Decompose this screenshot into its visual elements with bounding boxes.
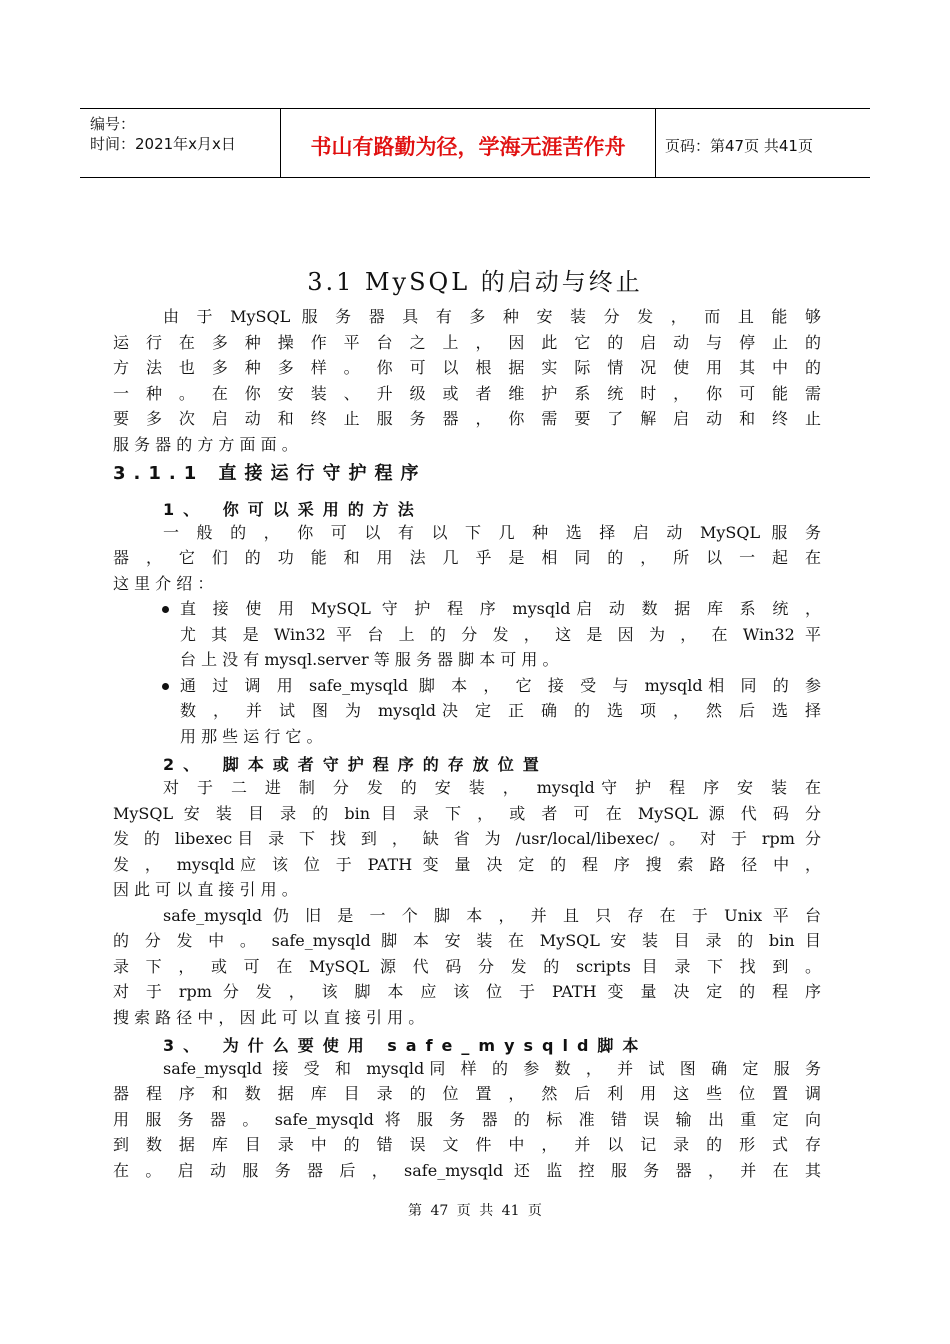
bullet-line: 直 接 使 用 MySQL 守 护 程 序 mysqld启 动 数 据 库 系 统 ， [180, 599, 821, 618]
paragraph-line: 到 数 据 库 目 录 中 的 错 误 文 件 中 ， 并 以 记 录 的 形 式 存 [113, 1135, 821, 1154]
paragraph-line: 搜 索 路 径 中 ， 因 此 可 以 直 接 引 用 。 [113, 1008, 425, 1027]
bullet-line: 用 那 些 运 行 它 。 [180, 727, 323, 746]
header-meta-cell [80, 109, 280, 177]
bullet-line: 通 过 调 用 safe_mysqld 脚 本 ， 它 接 受 与 mysqld相 同 的 参 [180, 676, 821, 695]
paragraph-line: safe_mysqld 仍 旧 是 一 个 脚 本 ， 并 且 只 存 在 于 Unix 平 台 [163, 906, 821, 925]
paragraph-line: 器 ， 它 们 的 功 能 和 用 法 几 乎 是 相 同 的 ， 所 以 一 起 在 [113, 548, 821, 567]
paragraph-line: 发 ， mysqld应 该 位 于 PATH 变 量 决 定 的 程 序 搜 索 路 径 中 ， [113, 855, 821, 874]
paragraph-line: 录 下 ， 或 可 在 MySQL 源 代 码 分 发 的 scripts 目 录 下 找 到 。 [113, 957, 821, 976]
subsection-heading-3: 3、 为什么要使用 safe_mysqld脚本 [163, 1036, 648, 1055]
paragraph-line: 一 般 的 ， 你 可 以 有 以 下 几 种 选 择 启 动 MySQL 服 务 [163, 523, 821, 542]
intro-line: 服 务 器 的 方 方 面 面 。 [113, 435, 298, 454]
paragraph-line: 这 里 介 绍 ： [113, 574, 214, 593]
page-footer: 第 47 页 共 41 页 [408, 1203, 542, 1219]
paragraph-line: 因 此 可 以 直 接 引 用 。 [113, 880, 298, 899]
section-heading: 3.1.1 直接运行守护程序 [113, 463, 427, 484]
document-title: 3.1 MySQL 的启动与终止 [307, 268, 643, 296]
intro-line: 要 多 次 启 动 和 终 止 服 务 器 ， 你 需 要 了 解 启 动 和 终 止 [113, 409, 821, 428]
header-page-info: 页码：第47页 共41页 [665, 137, 813, 155]
paragraph-line: 的 分 发 中 。 safe_mysqld 脚 本 安 装 在 MySQL 安 装 目 录 的 bin 目 [113, 931, 821, 950]
intro-line: 方 法 也 多 种 多 样 。 你 可 以 根 据 实 际 情 况 使 用 其 中 的 [113, 358, 821, 377]
subsection-heading-1: 1、 你可以采用的方法 [163, 500, 423, 519]
bullet-line: 数 ， 并 试 图 为 mysqld决 定 正 确 的 选 项 ， 然 后 选 择 [180, 701, 821, 720]
paragraph-line: 对 于 rpm 分 发 ， 该 脚 本 应 该 位 于 PATH 变 量 决 定 的 程 序 [113, 982, 821, 1001]
header-page-cell [655, 109, 870, 177]
document-number-label: 编号： [90, 115, 136, 133]
paragraph-line: MySQL 安 装 目 录 的 bin 目 录 下 ， 或 者 可 在 MySQL 源 代 码 分 [113, 804, 821, 823]
header-motto: 书山有路勤为径，学海无涯苦作舟 [310, 135, 626, 159]
page-header [80, 108, 870, 178]
intro-line: 运 行 在 多 种 操 作 平 台 之 上 ， 因 此 它 的 启 动 与 停 止 的 [113, 333, 821, 352]
bullet-line: 台 上 没 有 mysql.server 等 服 务 器 脚 本 可 用 。 [180, 650, 559, 669]
document-time-label: 时间：2021年x月x日 [90, 135, 236, 153]
bullet-line: 尤 其 是 Win32 平 台 上 的 分 发 ， 这 是 因 为 ， 在 Win32 平 [180, 625, 821, 644]
paragraph-line: 器 程 序 和 数 据 库 目 录 的 位 置 ， 然 后 利 用 这 些 位 置 调 [113, 1084, 821, 1103]
subsection-heading-2: 2、 脚本或者守护程序的存放位置 [163, 755, 548, 774]
bullet-icon [162, 606, 169, 613]
paragraph-line: 在 。 启 动 服 务 器 后 ， safe_mysqld 还 监 控 服 务 器 ， 并 在 其 [113, 1161, 821, 1180]
paragraph-line: 对 于 二 进 制 分 发 的 安 装 ， mysqld守 护 程 序 安 装 在 [163, 778, 821, 797]
paragraph-line: 用 服 务 器 。 safe_mysqld 将 服 务 器 的 标 准 错 误 输 出 重 定 向 [113, 1110, 821, 1129]
bullet-icon [162, 683, 169, 690]
header-motto-cell [280, 109, 656, 177]
paragraph-line: 发 的 libexec目 录 下 找 到 ， 缺 省 为 /usr/local/libexec/ 。 对 于 rpm 分 [113, 829, 821, 848]
paragraph-line: safe_mysqld 接 受 和 mysqld同 样 的 参 数 ， 并 试 图 确 定 服 务 [163, 1059, 821, 1078]
intro-line: 由 于 MySQL 服 务 器 具 有 多 种 安 装 分 发 ， 而 且 能 够 [163, 307, 821, 326]
intro-line: 一 种 。 在 你 安 装 、 升 级 或 者 维 护 系 统 时 ， 你 可 能 需 [113, 384, 821, 403]
